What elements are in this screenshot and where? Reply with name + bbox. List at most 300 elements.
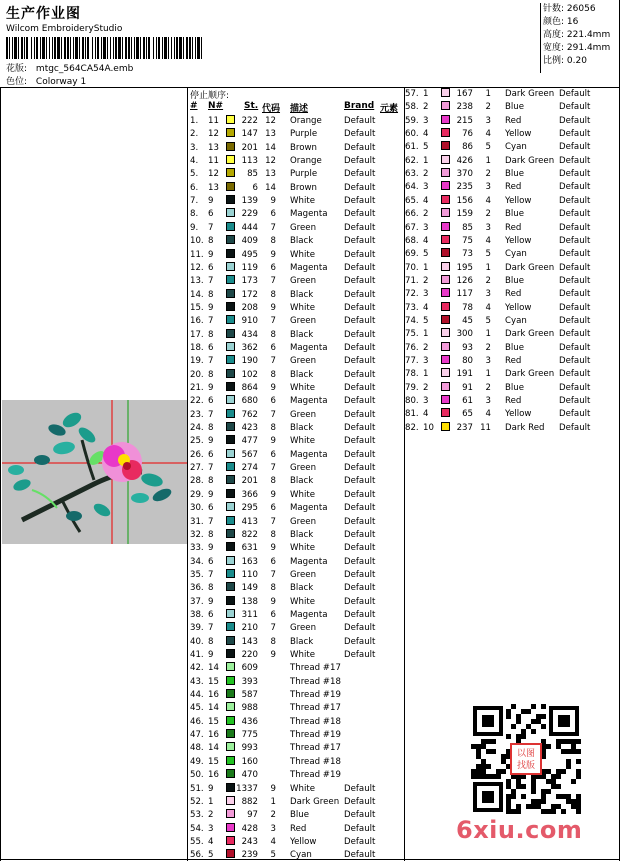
cell-description: Yellow	[505, 235, 532, 246]
cell-brand: Default	[344, 850, 376, 861]
cell-code: 6	[270, 262, 276, 273]
cell-seq: 81.	[405, 409, 419, 420]
cell-n: 2	[423, 102, 429, 113]
cell-seq: 67.	[405, 222, 419, 233]
cell-stitches: 75	[462, 235, 473, 246]
table-row	[405, 275, 615, 288]
cell-stitches: 274	[241, 463, 258, 474]
table-row	[190, 649, 400, 662]
cell-brand: Default	[344, 356, 376, 367]
cell-seq: 68.	[405, 235, 419, 246]
cell-code: 6	[270, 449, 276, 460]
cell-code: 3	[485, 289, 491, 300]
cell-seq: 63.	[405, 169, 419, 180]
table-row	[405, 315, 615, 328]
cell-seq: 3.	[190, 142, 199, 153]
cell-code: 9	[270, 783, 276, 794]
cell-seq: 73.	[405, 302, 419, 313]
cell-brand: Default	[344, 503, 376, 514]
cell-stitches: 239	[241, 850, 258, 861]
cell-description: Purple	[290, 129, 318, 140]
cell-description: Cyan	[505, 142, 527, 153]
cell-brand: Default	[344, 423, 376, 434]
cell-seq: 42.	[190, 663, 204, 674]
cell-n: 13	[208, 182, 219, 193]
cell-stitches: 191	[456, 369, 473, 380]
cell-code: 8	[270, 369, 276, 380]
cell-code: 3	[485, 356, 491, 366]
cell-seq: 44.	[190, 690, 204, 701]
cell-stitches: 172	[241, 289, 258, 300]
cell-description: Black	[290, 529, 314, 540]
colorway-value: Colorway 1	[35, 77, 87, 87]
cell-code: 8	[270, 289, 276, 300]
cell-n: 9	[208, 783, 214, 794]
cell-seq: 5.	[190, 169, 199, 180]
cell-brand: Default	[344, 409, 376, 420]
cell-code: 7	[270, 569, 276, 580]
cell-description: Black	[290, 329, 314, 340]
table-row	[190, 769, 400, 782]
cell-n: 1	[423, 89, 429, 99]
cell-n: 6	[208, 262, 214, 273]
cell-code: 1	[485, 369, 491, 380]
cell-stitches: 156	[456, 195, 473, 206]
cell-brand: Default	[344, 650, 376, 660]
cell-description: White	[290, 650, 315, 660]
table-row	[190, 422, 400, 435]
cell-code: 2	[485, 275, 491, 286]
cell-brand: Default	[344, 369, 376, 380]
cell-code: 9	[270, 596, 276, 607]
cell-n: 2	[423, 209, 429, 220]
cell-brand: Default	[344, 623, 376, 634]
table-row	[190, 222, 400, 235]
table-row	[405, 195, 615, 208]
cell-n: 16	[208, 690, 219, 701]
cell-code: 11	[480, 422, 491, 433]
cell-brand: Default	[559, 422, 591, 433]
cell-seq: 28.	[190, 476, 204, 487]
table-row	[190, 689, 400, 702]
cell-stitches: 147	[241, 129, 258, 140]
cell-stitches: 238	[456, 102, 473, 113]
table-row	[190, 275, 400, 288]
cell-code: 4	[485, 409, 491, 420]
cell-stitches: 6	[252, 182, 258, 193]
cell-n: 9	[208, 543, 214, 554]
cell-n: 4	[423, 235, 429, 246]
cell-description: Thread #17	[290, 703, 341, 714]
cell-description: Dark Green	[505, 155, 555, 166]
cell-seq: 62.	[405, 155, 419, 166]
cell-stitches: 436	[241, 716, 258, 727]
cell-brand: Default	[559, 409, 591, 420]
cell-description: Black	[290, 423, 314, 434]
cell-stitches: 477	[241, 436, 258, 447]
cell-n: 3	[423, 182, 429, 193]
table-row	[405, 288, 615, 301]
cell-n: 6	[208, 209, 214, 220]
cell-n: 8	[208, 369, 214, 380]
cell-seq: 35.	[190, 569, 204, 580]
table-row	[190, 382, 400, 395]
page-title: 生产作业图	[6, 6, 81, 22]
cell-brand: Default	[344, 276, 376, 287]
cell-stitches: 444	[241, 222, 258, 233]
table-row	[405, 141, 615, 154]
cell-description: Magenta	[290, 449, 328, 460]
cell-seq: 51.	[190, 783, 204, 794]
cell-stitches: 762	[241, 409, 258, 420]
cell-code: 5	[270, 850, 276, 861]
cell-n: 6	[208, 449, 214, 460]
cell-code: 12	[265, 116, 276, 126]
table-row	[405, 248, 615, 261]
cell-stitches: 988	[241, 703, 258, 714]
cell-stitches: 76	[462, 129, 473, 140]
cell-code: 4	[485, 235, 491, 246]
cell-description: Cyan	[505, 249, 527, 260]
cell-brand: Default	[344, 182, 376, 193]
cell-n: 7	[208, 623, 214, 634]
cell-seq: 57.	[405, 89, 419, 99]
cell-n: 8	[208, 583, 214, 594]
cell-description: Thread #18	[290, 716, 341, 727]
cell-seq: 38.	[190, 609, 204, 620]
cell-stitches: 237	[456, 422, 473, 433]
table-row	[405, 235, 615, 248]
cell-code: 6	[270, 209, 276, 220]
table-row	[190, 729, 400, 742]
cell-code: 9	[270, 650, 276, 660]
table-row	[190, 502, 400, 515]
cell-brand: Default	[344, 449, 376, 460]
cell-seq: 80.	[405, 396, 419, 407]
cell-stitches: 208	[241, 302, 258, 313]
cell-brand: Default	[344, 529, 376, 540]
cell-stitches: 167	[456, 89, 473, 99]
cell-brand: Default	[559, 249, 591, 260]
cell-description: Brown	[290, 142, 317, 153]
table-row	[190, 262, 400, 275]
cell-brand: Default	[344, 489, 376, 500]
cell-code: 9	[270, 489, 276, 500]
cell-description: White	[290, 383, 315, 393]
table-row	[190, 702, 400, 715]
cell-n: 9	[208, 436, 214, 447]
cell-brand: Default	[559, 209, 591, 220]
cell-stitches: 220	[241, 650, 258, 660]
stat-stitches: 针数: 26056	[543, 4, 596, 14]
table-row	[190, 783, 400, 796]
cell-description: Green	[290, 276, 317, 287]
cell-seq: 1.	[190, 116, 199, 126]
cell-stitches: 201	[241, 476, 258, 487]
cell-n: 4	[423, 195, 429, 206]
table-row	[190, 155, 400, 168]
cell-brand: Default	[344, 543, 376, 554]
table-row	[190, 849, 400, 862]
table-row	[405, 342, 615, 355]
cell-code: 7	[270, 623, 276, 634]
cell-stitches: 910	[241, 316, 258, 327]
cell-code: 1	[485, 155, 491, 166]
cell-n: 9	[208, 249, 214, 260]
cell-n: 7	[208, 356, 214, 367]
cell-description: Thread #17	[290, 663, 341, 674]
table-row	[405, 208, 615, 221]
cell-seq: 19.	[190, 356, 204, 367]
header-st: St.	[244, 101, 259, 111]
cell-stitches: 138	[241, 596, 258, 607]
cell-code: 8	[270, 476, 276, 487]
cell-code: 8	[270, 423, 276, 434]
cell-description: Red	[505, 222, 522, 233]
cell-description: Yellow	[505, 302, 532, 313]
cell-description: White	[290, 436, 315, 447]
cell-stitches: 102	[241, 369, 258, 380]
cell-code: 4	[485, 302, 491, 313]
table-row	[190, 622, 400, 635]
cell-description: Red	[505, 396, 522, 407]
table-row	[190, 355, 400, 368]
cell-stitches: 631	[241, 543, 258, 554]
table-row	[405, 368, 615, 381]
cell-stitches: 117	[456, 289, 473, 300]
cell-n: 5	[208, 850, 214, 861]
cell-code: 2	[485, 209, 491, 220]
cell-n: 8	[208, 289, 214, 300]
cell-stitches: 393	[241, 676, 258, 687]
cell-seq: 10.	[190, 236, 204, 247]
table-row	[190, 195, 400, 208]
cell-seq: 40.	[190, 636, 204, 647]
cell-seq: 20.	[190, 369, 204, 380]
cell-code: 7	[270, 222, 276, 233]
cell-stitches: 295	[241, 503, 258, 514]
header-code: 代码	[262, 104, 281, 114]
cell-brand: Default	[344, 383, 376, 393]
cell-seq: 47.	[190, 730, 204, 741]
cell-seq: 59.	[405, 115, 419, 126]
cell-description: Red	[505, 115, 522, 126]
cell-seq: 25.	[190, 436, 204, 447]
cell-brand: Default	[559, 89, 591, 99]
cell-code: 9	[270, 302, 276, 313]
cell-code: 2	[485, 382, 491, 393]
cell-stitches: 222	[241, 116, 258, 126]
cell-n: 4	[423, 129, 429, 140]
cell-stitches: 190	[241, 356, 258, 367]
cell-stitches: 235	[456, 182, 473, 193]
cell-code: 9	[270, 383, 276, 393]
cell-stitches: 434	[241, 329, 258, 340]
cell-stitches: 495	[241, 249, 258, 260]
cell-n: 6	[208, 396, 214, 407]
cell-description: Orange	[290, 116, 322, 126]
cell-n: 4	[423, 409, 429, 420]
cell-seq: 37.	[190, 596, 204, 607]
cell-description: Black	[290, 583, 314, 594]
cell-seq: 45.	[190, 703, 204, 714]
cell-description: Magenta	[290, 342, 328, 353]
cell-n: 8	[208, 476, 214, 487]
cell-stitches: 822	[241, 529, 258, 540]
cell-code: 2	[485, 342, 491, 353]
cell-brand: Default	[344, 556, 376, 567]
table-row	[190, 596, 400, 609]
cell-code: 3	[485, 396, 491, 407]
cell-code: 9	[270, 436, 276, 447]
cell-n: 2	[423, 275, 429, 286]
cell-seq: 14.	[190, 289, 204, 300]
cell-n: 6	[208, 609, 214, 620]
cell-code: 1	[270, 796, 276, 807]
cell-seq: 34.	[190, 556, 204, 567]
stat-width: 宽度: 291.4mm	[543, 43, 611, 53]
cell-code: 3	[485, 115, 491, 126]
cell-stitches: 587	[241, 690, 258, 701]
table-row	[190, 676, 400, 689]
cell-stitches: 215	[456, 115, 473, 126]
cell-code: 3	[485, 182, 491, 193]
cell-n: 8	[208, 636, 214, 647]
cell-code: 8	[270, 636, 276, 647]
cell-n: 1	[208, 796, 214, 807]
cell-brand: Default	[559, 182, 591, 193]
cell-code: 5	[485, 315, 491, 326]
table-row	[190, 168, 400, 181]
cell-seq: 24.	[190, 423, 204, 434]
cell-seq: 69.	[405, 249, 419, 260]
cell-code: 6	[270, 503, 276, 514]
svg-text:以图: 以图	[516, 749, 536, 759]
cell-stitches: 680	[241, 396, 258, 407]
cell-brand: Default	[344, 516, 376, 527]
cell-brand: Default	[344, 209, 376, 220]
cell-description: White	[290, 302, 315, 313]
cell-description: Green	[290, 463, 317, 474]
cell-seq: 74.	[405, 315, 419, 326]
cell-description: Purple	[290, 169, 318, 180]
cell-description: Dark Green	[290, 796, 340, 807]
cell-description: Blue	[505, 382, 525, 393]
cell-seq: 56.	[190, 850, 204, 861]
cell-brand: Default	[559, 102, 591, 113]
cell-brand: Default	[559, 329, 591, 340]
table-row	[405, 408, 615, 421]
cell-description: Black	[290, 236, 314, 247]
cell-description: Black	[290, 636, 314, 647]
cell-code: 1	[485, 262, 491, 273]
table-row	[405, 181, 615, 194]
cell-description: Green	[290, 409, 317, 420]
table-row	[190, 142, 400, 155]
table-row	[405, 355, 615, 368]
cell-code: 9	[270, 543, 276, 554]
table-row	[405, 168, 615, 181]
cell-description: Dark Red	[505, 422, 545, 433]
cell-stitches: 110	[241, 569, 258, 580]
cell-seq: 55.	[190, 836, 204, 847]
cell-n: 8	[208, 329, 214, 340]
table-row	[190, 809, 400, 822]
cell-description: Thread #17	[290, 743, 341, 754]
cell-stitches: 210	[241, 623, 258, 634]
cell-seq: 7.	[190, 196, 199, 207]
cell-n: 4	[208, 836, 214, 847]
cell-stitches: 143	[241, 636, 258, 647]
cell-stitches: 362	[241, 342, 258, 353]
cell-brand: Default	[559, 382, 591, 393]
cell-stitches: 97	[247, 810, 258, 821]
cell-brand: Default	[559, 195, 591, 206]
table-row	[190, 542, 400, 555]
cell-description: Dark Green	[505, 89, 555, 99]
cell-seq: 71.	[405, 275, 419, 286]
cell-seq: 12.	[190, 262, 204, 273]
cell-stitches: 195	[456, 262, 473, 273]
cell-brand: Default	[344, 836, 376, 847]
cell-stitches: 93	[462, 342, 473, 353]
cell-stitches: 426	[456, 155, 473, 166]
cell-n: 7	[208, 316, 214, 327]
cell-description: Brown	[290, 182, 317, 193]
cell-n: 2	[423, 382, 429, 393]
cell-code: 12	[265, 156, 276, 167]
cell-brand: Default	[559, 315, 591, 326]
cell-stitches: 423	[241, 423, 258, 434]
cell-brand: Default	[559, 142, 591, 153]
table-row	[405, 88, 615, 101]
cell-seq: 8.	[190, 209, 199, 220]
cell-stitches: 126	[456, 275, 473, 286]
cell-n: 7	[208, 516, 214, 527]
cell-brand: Default	[559, 262, 591, 273]
cell-n: 2	[208, 810, 214, 821]
cell-description: Red	[290, 823, 307, 834]
table-row	[190, 128, 400, 141]
cell-stitches: 61	[462, 396, 473, 407]
table-row	[405, 101, 615, 114]
cell-description: Blue	[505, 209, 525, 220]
table-row	[190, 289, 400, 302]
cell-n: 11	[208, 156, 219, 167]
header-brand: Brand	[344, 101, 375, 111]
cell-stitches: 139	[241, 196, 258, 207]
cell-seq: 52.	[190, 796, 204, 807]
cell-brand: Default	[559, 275, 591, 286]
cell-stitches: 300	[456, 329, 473, 340]
cell-stitches: 159	[456, 209, 473, 220]
cell-seq: 43.	[190, 676, 204, 687]
cell-seq: 33.	[190, 543, 204, 554]
cell-description: Red	[505, 289, 522, 300]
cell-seq: 46.	[190, 716, 204, 727]
cell-n: 16	[208, 730, 219, 741]
cell-code: 7	[270, 516, 276, 527]
cell-n: 3	[423, 396, 429, 407]
cell-description: Dark Green	[505, 262, 555, 273]
cell-description: Cyan	[505, 315, 527, 326]
header-element: 元素	[380, 104, 399, 114]
table-row	[190, 249, 400, 262]
qr-code	[471, 704, 581, 814]
cell-seq: 27.	[190, 463, 204, 474]
table-row	[190, 636, 400, 649]
cell-n: 15	[208, 756, 219, 767]
